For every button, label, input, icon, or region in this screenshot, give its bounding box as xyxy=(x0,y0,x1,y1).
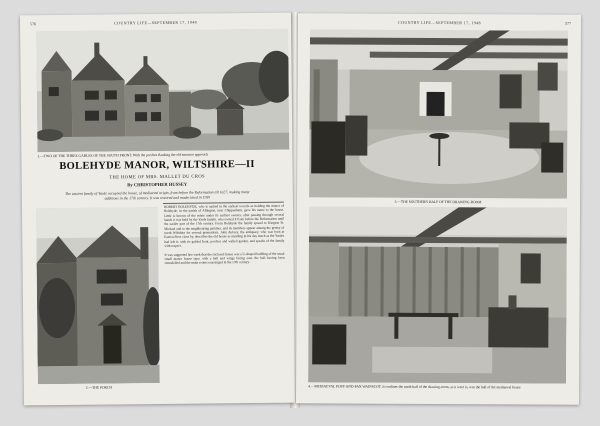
byline: By CHRISTOPHER HUSSEY xyxy=(127,181,188,188)
figure-3-caption: 3.—THE SOUTHERN HALF OF THE DRAWING-ROOM xyxy=(394,199,482,205)
figure-2-caption: 2.—THE PORCH xyxy=(85,385,112,390)
south-front-photo xyxy=(36,29,289,153)
page-number: 576 xyxy=(30,21,37,27)
body-paragraph-2: It was suggested last week that the enclosed house was a U-shaped building of the usual small manor house type, with a hall and wings facing east, the hall having been remodelled and the main rooms rearranged in the 17th century. xyxy=(164,251,285,266)
article-intro: The ancient family of Yarde occupied the house, of mediaeval origin, from before the Reformation till 1627, making many additions in the 17th century. It was restored and modernised in 1939 xyxy=(65,190,250,201)
figure-1-caption: 1.—TWO OF THE THREE GABLES OF THE SOUTH FRONT. With the porches flanking the old entrance approach xyxy=(37,152,209,159)
article-title: BOLEHYDE MANOR, WILTSHIRE—II xyxy=(59,158,255,173)
figure-4-caption: 4.—MEDIAEVAL POST-AND-PAN WAINSCOT. It confines the north half of the drawing-room, as it were is, was the hall of the mediaeval house xyxy=(308,384,521,390)
body-paragraph-1: ROBERT BOLEHYDE, who is named in the earliest records as holding the manor of Bolehyde, in the parish of Allington, near Chippenham, gave his name to the house. Little is known of the estate under its earliest owners; after passing through several hands it was held by the Yarde family, who owned it from before the Reformation until the earlier part of the 17th century. From Bolehyde the family spread to Kington St. Michael and to the neighbouring parishes, and its members appear among the gentry of north Wiltshire for several generations. John Aubrey, the antiquary, who was born at Easton Piers close by, describes the old house as standing in his day much as the Yardes had left it, with its gabled front, porches and walled garden, and speaks of the family with respect. xyxy=(163,203,285,249)
drawing-room-photo xyxy=(309,29,568,198)
article-subtitle: THE HOME OF MRS. MALLET DU CROS xyxy=(109,173,206,180)
running-head: COUNTRY LIFE—SEPTEMBER 17, 1948 xyxy=(114,19,198,26)
right-page xyxy=(296,13,581,404)
porch-photo xyxy=(36,207,160,384)
running-head: COUNTRY LIFE—SEPTEMBER 17, 1948 xyxy=(397,19,481,26)
page-number: 577 xyxy=(564,20,571,26)
article-body xyxy=(164,204,286,391)
left-page xyxy=(20,13,295,406)
wainscot-photo xyxy=(308,206,567,383)
